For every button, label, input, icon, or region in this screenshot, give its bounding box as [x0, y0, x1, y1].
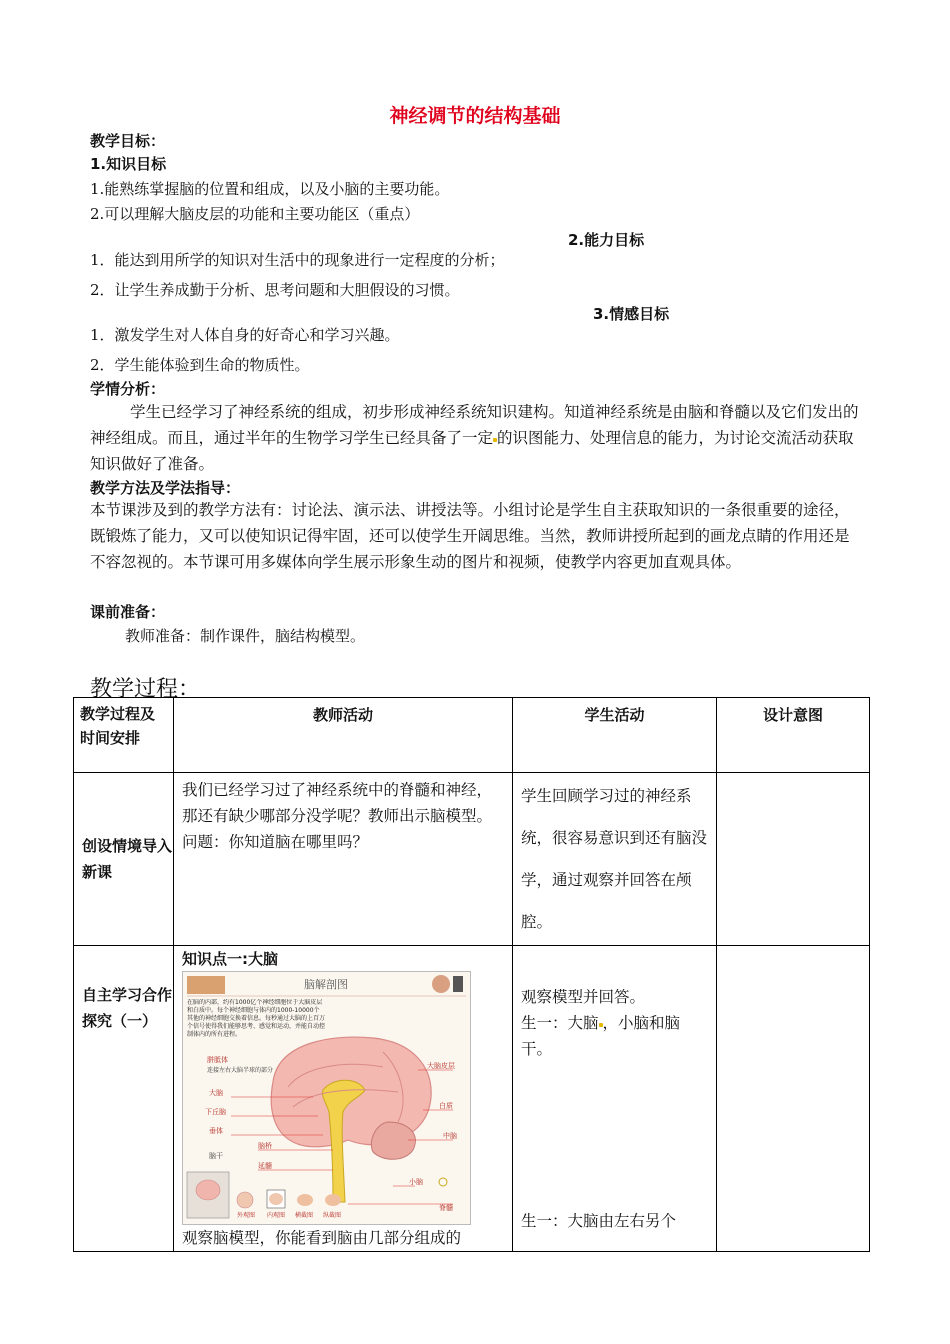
thumbnail-sagittal: [325, 1194, 341, 1206]
column-header-intent: 设计意图: [717, 698, 870, 773]
label-corpus-callosum: 胼胝体: [207, 1056, 228, 1064]
label-pituitary: 垂体: [209, 1127, 223, 1135]
design-intent-cell: [717, 773, 870, 946]
ability-heading: 2.能力目标: [568, 231, 645, 249]
table-row: [74, 946, 870, 1252]
knowledge-heading: 1.知识目标: [90, 155, 167, 173]
thumb-label: 横截图: [295, 1212, 314, 1219]
process-table: [73, 697, 870, 1252]
label-cerebral-cortex: 大脑皮层: [427, 1062, 455, 1070]
column-header-student: 学生活动: [513, 698, 717, 773]
analysis-heading: 学情分析：: [90, 380, 166, 398]
student-line: 生一：大脑由左右另个: [521, 1212, 677, 1230]
methods-paragraph: 本节课涉及到的教学方法有：讨论法、演示法、讲授法等。小组讨论是学生自主获取知识的一条很重要的途径，既锻炼了能力，又可以使知识记得牢固，还可以使学生开阔思维。当然，教师讲授所起到的画龙点睛的作用还是不容忽视的。本节课可用多媒体向学生展示形象生动的图片和视频，使教学内容更加直观具体。: [90, 501, 850, 571]
thumbnail-cross: [297, 1194, 313, 1206]
body-thumbnail-icon: [187, 976, 225, 994]
emotion-heading: 3.情感目标: [593, 305, 670, 323]
thumb-label: 纵截图: [323, 1212, 342, 1219]
prep-text: 教师准备：制作课件，脑结构模型。: [125, 627, 366, 645]
book-icon: [453, 976, 463, 992]
analysis-paragraph: 学生已经学习了神经系统的组成，初步形成神经系统知识建构。知道神经系统是由脑和脊髓以及它们发出的神经组成。而且，通过半年的生物学习学生已经具备了一定 的识图能力、处理信息的能力，为讨论交流活动获取知识做好了准备。: [90, 403, 859, 473]
figure-description: 在脑的内部，约有1000亿个神经细胞位于大脑皮层和白质中。每个神经细胞与体内的1000-10000个其他的神经细胞交换着信息。每秒通过大脑的上百万个信号使得我们能够思考、感觉和运动，并能自动控制体内的所有进程。: [187, 999, 325, 1038]
head-icon: [432, 975, 450, 993]
ability-item: 1．能达到用所学的知识对生活中的现象进行一定程度的分析；: [90, 251, 505, 269]
brain-diagram: [183, 972, 470, 1224]
cerebellum-shape: [371, 1122, 415, 1159]
student-activity-cell: 学生回顾学习过的神经系统，很容易意识到还有脑没学，通过观察并回答在颅腔。: [513, 773, 717, 946]
process-heading: 教学过程：: [90, 677, 201, 702]
stage-cell: 自主学习合作探究（一）: [74, 946, 174, 1252]
thumbnail-interior: [269, 1193, 283, 1205]
emotion-item: 1．激发学生对人体自身的好奇心和学习兴趣。: [90, 326, 400, 344]
label-medulla: 延髓: [258, 1162, 272, 1170]
knowledge-item: 2.可以理解大脑皮层的功能和主要功能区（重点）: [90, 205, 420, 223]
emotion-item: 2．学生能体验到生命的物质性。: [90, 356, 310, 374]
prep-heading: 课前准备：: [90, 603, 166, 621]
brain-anatomy-figure: [182, 971, 471, 1225]
student-line: 观察模型并回答。: [521, 988, 646, 1006]
stage-cell: 创设情境导入新课: [74, 773, 174, 946]
ability-item: 2．让学生养成勤于分析、思考问题和大胆假设的习惯。: [90, 281, 460, 299]
label-corpus-callosum-desc: 连接左右大脑半球的部分: [207, 1067, 274, 1074]
label-cerebrum: 大脑: [209, 1089, 223, 1097]
design-intent-cell: [717, 946, 870, 1252]
label-midbrain: 中脑: [443, 1132, 457, 1140]
thumb-label: 内观图: [267, 1212, 286, 1219]
table-header-row: [74, 698, 870, 773]
thumb-label: 外观图: [237, 1212, 256, 1219]
column-header-teacher: 教师活动: [174, 698, 513, 773]
label-cerebellum: 小脑: [409, 1178, 423, 1186]
objectives-heading: 教学目标：: [90, 132, 166, 150]
label-white-matter: 白质: [439, 1102, 453, 1110]
table-row: [74, 773, 870, 946]
student-line: 生一：大脑 ，小脑和脑干。: [521, 1014, 681, 1058]
teacher-activity-cell: [174, 946, 513, 1252]
teacher-activity-cell: 我们已经学习过了神经系统中的脊髓和神经，那还有缺少哪部分没学呢？教师出示脑模型。问题：你知道脑在哪里吗？: [174, 773, 513, 946]
label-pons: 脑桥: [258, 1142, 272, 1150]
label-spinal-cord: 脊髓: [439, 1204, 453, 1212]
knowledge-point-title: 知识点一:大脑: [182, 950, 278, 968]
page-title: 神经调节的结构基础: [389, 105, 561, 127]
label-hypothalamus: 下丘脑: [205, 1108, 226, 1116]
knowledge-item: 1.能熟练掌握脑的位置和组成，以及小脑的主要功能。: [90, 180, 450, 198]
figure-title: 脑解剖图: [304, 978, 348, 991]
methods-heading: 教学方法及学法指导：: [90, 479, 241, 497]
column-header-stage: 教学过程及时间安排: [74, 698, 174, 773]
figure-question: 观察脑模型，你能看到脑由几部分组成的: [182, 1229, 462, 1247]
label-brainstem: 脑干: [209, 1152, 223, 1160]
thumbnail-exterior: [237, 1192, 253, 1208]
student-activity-cell: [513, 946, 717, 1252]
